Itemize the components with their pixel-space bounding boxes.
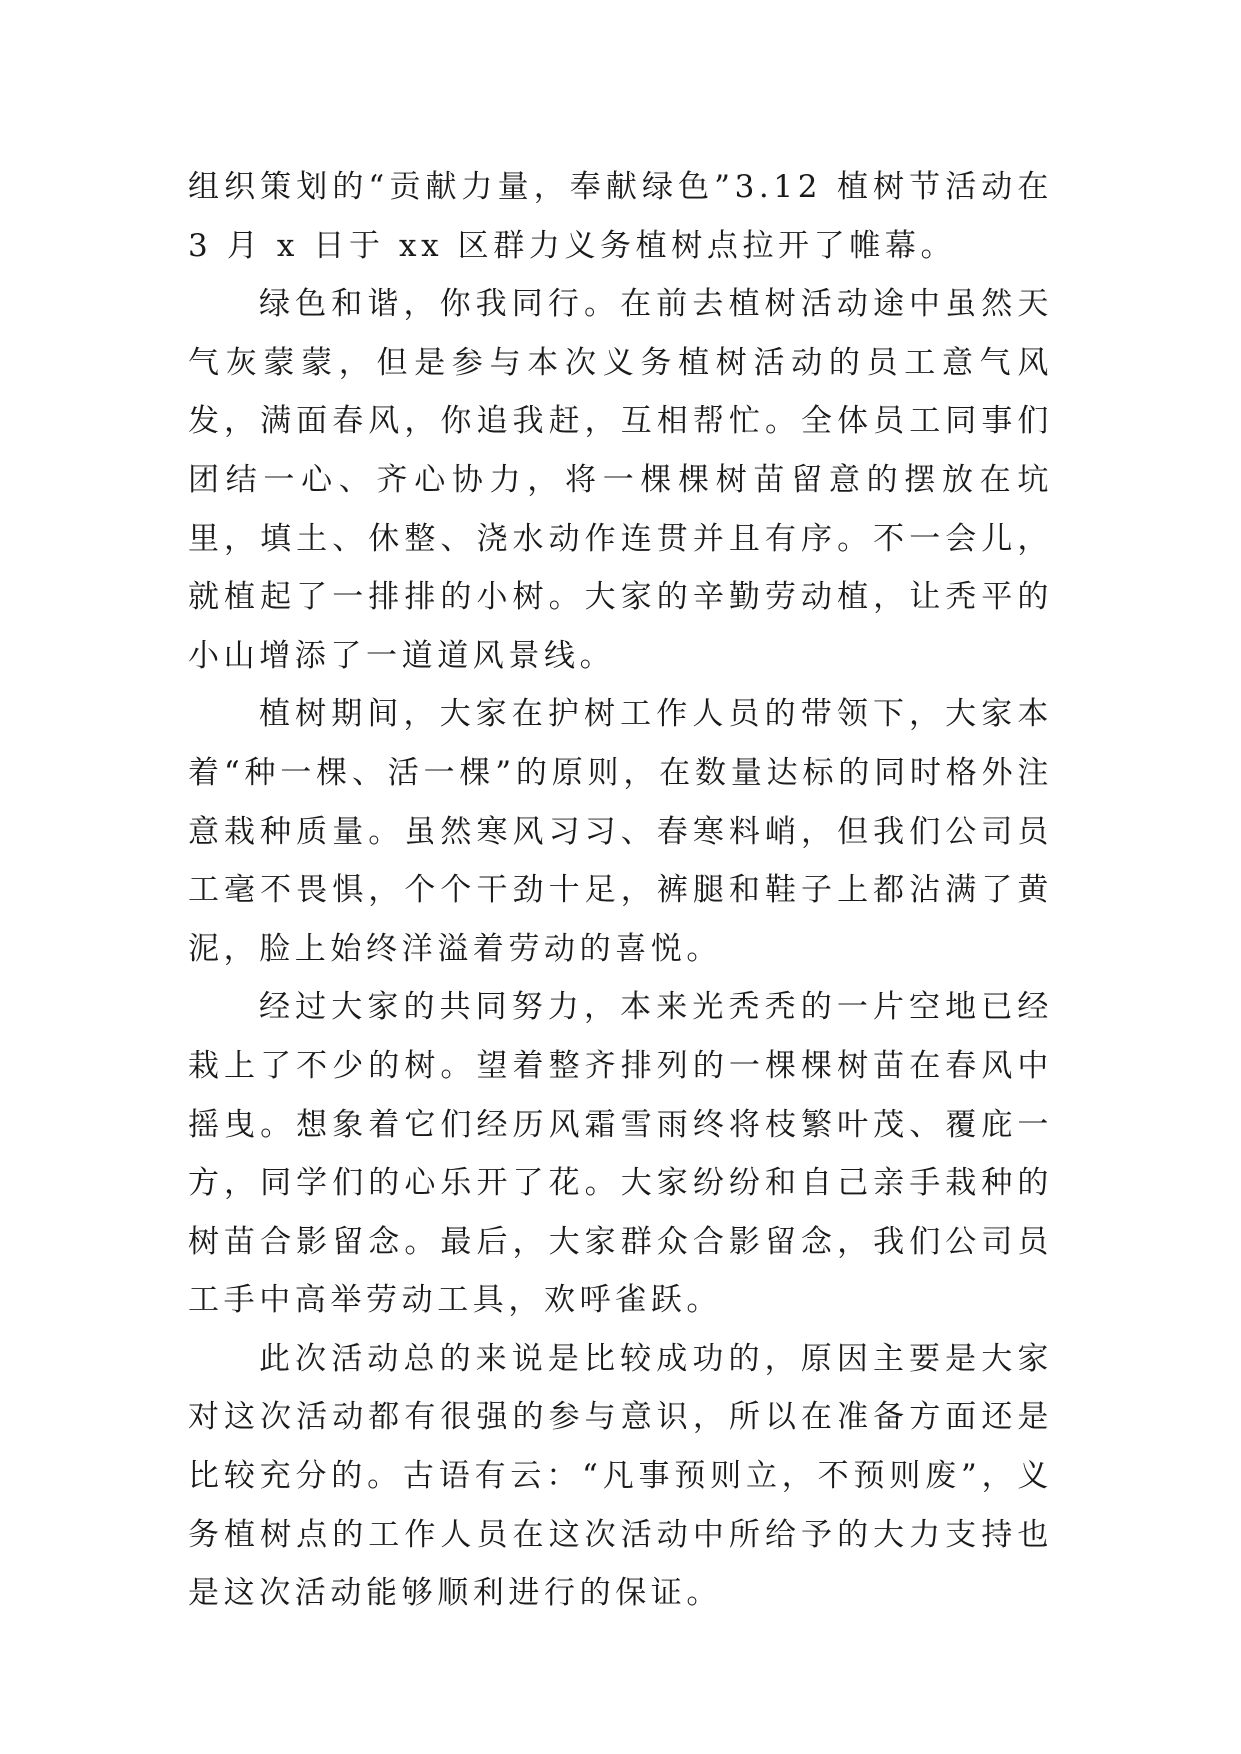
paragraph-joint-effort: 经过大家的共同努力，本来光秃秃的一片空地已经栽上了不少的树。望着整齐排列的一棵棵树苗在春风中摇曳。想象着它们经历风霜雪雨终将枝繁叶茂、覆庇一方，同学们的心乐开了花。大家纷纷和自己亲手栽种的树苗合影留念。最后，大家群众合影留念，我们公司员工手中高举劳动工具，欢呼雀跃。 (188, 989, 1053, 1319)
paragraph-summary: 此次活动总的来说是比较成功的，原因主要是大家对这次活动都有很强的参与意识，所以在准备方面还是比较充分的。古语有云：“凡事预则立，不预则废”，义务植树点的工作人员在这次活动中所给予的大力支持也是这次活动能够顺利进行的保证。 (188, 1340, 1053, 1612)
paragraph-planting-period: 植树期间，大家在护树工作人员的带领下，大家本着“种一棵、活一棵”的原则，在数量达标的同时格外注意栽种质量。虽然寒风习习、春寒料峭，但我们公司员工毫不畏惧，个个干劲十足，裤腿和鞋子上都沾满了黄泥，脸上始终洋溢着劳动的喜悦。 (188, 696, 1053, 967)
paragraph-activity-intro: 组织策划的“贡献力量，奉献绿色”3.12 植树节活动在 3 月 x 日于 xx 区群力义务植树点拉开了帷幕。 (188, 169, 1053, 264)
document-body (188, 158, 1053, 1623)
paragraph-green-harmony: 绿色和谐，你我同行。在前去植树活动途中虽然天气灰蒙蒙，但是参与本次义务植树活动的员工意气风发，满面春风，你追我赶，互相帮忙。全体员工同事们团结一心、齐心协力，将一棵棵树苗留意的摆放在坑里，填土、休整、浇水动作连贯并且有序。不一会儿，就植起了一排排的小树。大家的辛勤劳动植，让秃平的小山增添了一道道风景线。 (188, 286, 1053, 674)
